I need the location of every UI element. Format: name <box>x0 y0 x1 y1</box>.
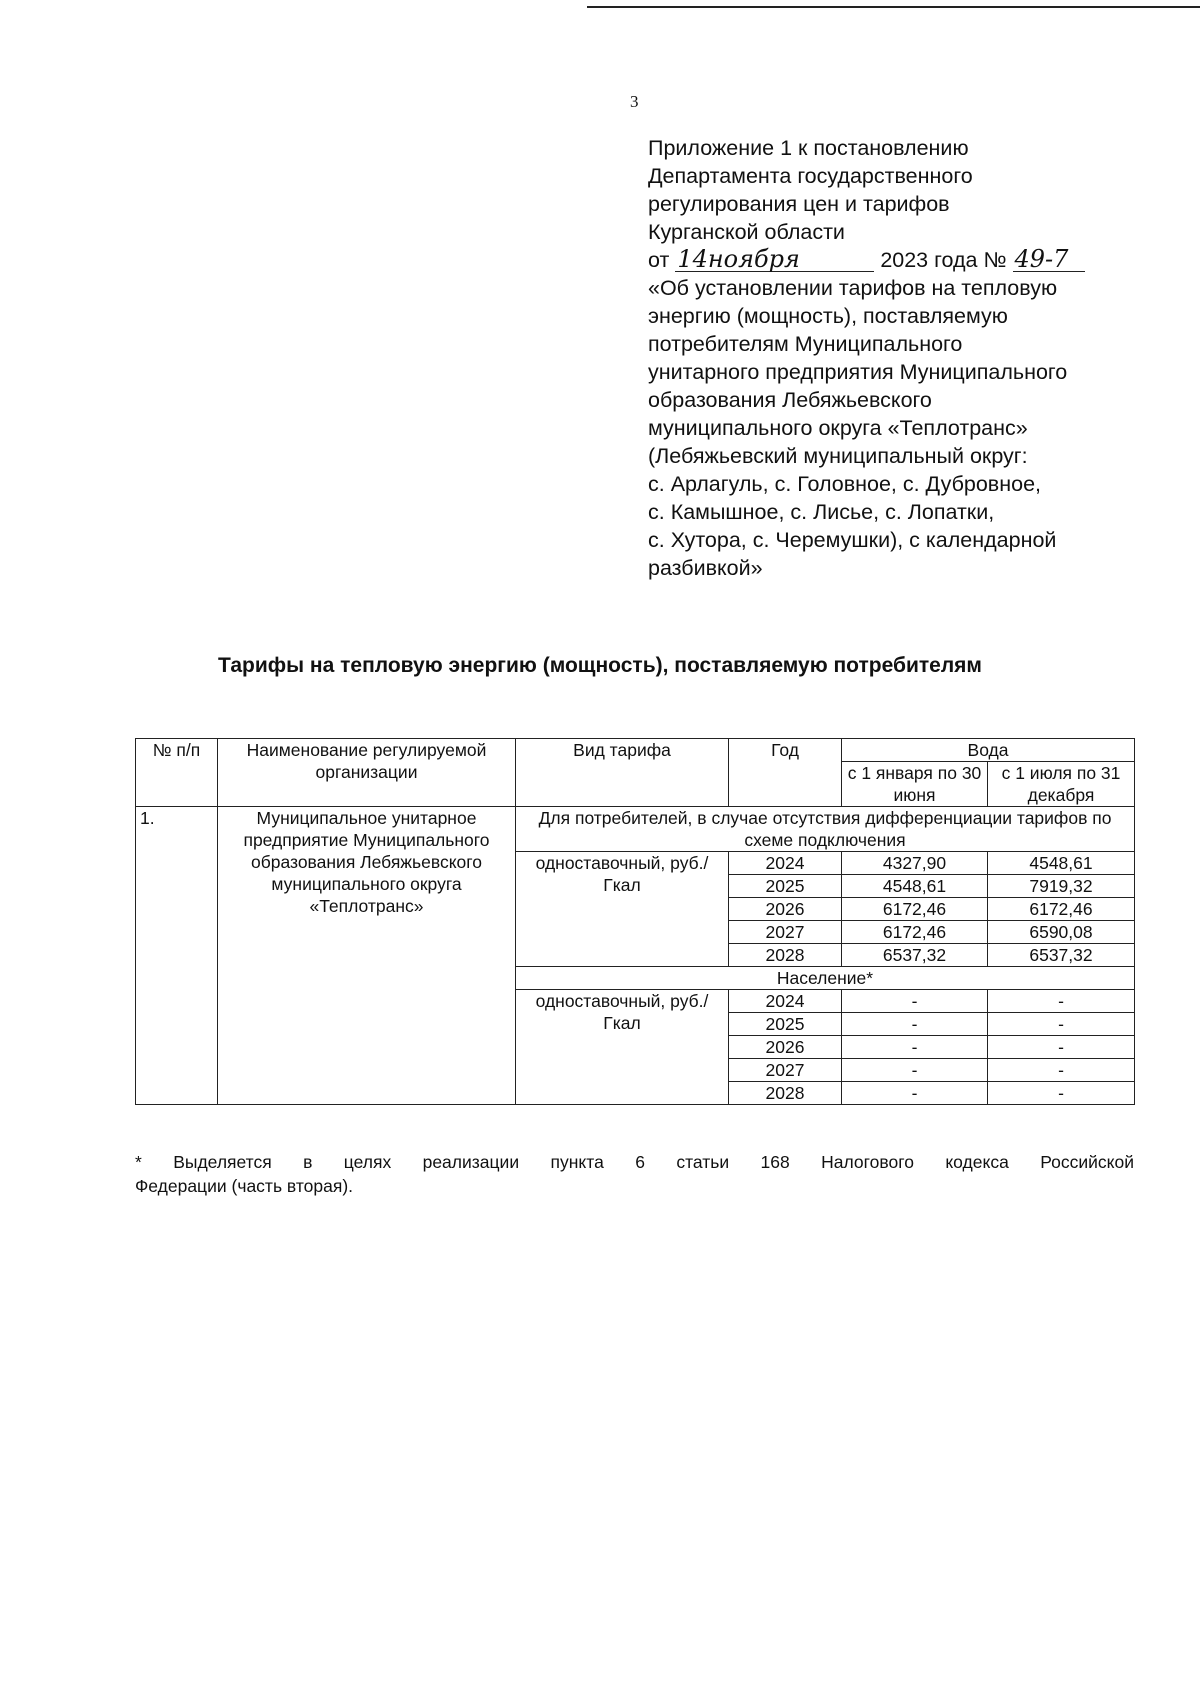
organization-name: Муниципальное унитарное предприятие Муниципального образования Лебяжьевского муниципального округа «Теплотранс» <box>218 807 516 1105</box>
period-1-value: 6172,46 <box>842 898 988 921</box>
year-cell: 2025 <box>729 875 842 898</box>
section-2-tariff-type: одноставочный, руб./Гкал <box>516 990 729 1105</box>
handwritten-number: 49-7 <box>1013 247 1085 272</box>
subject-line: с. Арлагуль, с. Головное, с. Дубровное, <box>648 472 1041 496</box>
appendix-line-3: регулирования цен и тарифов <box>648 192 950 216</box>
period-2-value: - <box>988 1036 1135 1059</box>
header-period-1: с 1 января по 30 июня <box>842 762 988 807</box>
top-border-line <box>587 6 1200 8</box>
period-2-value: - <box>988 1059 1135 1082</box>
section-1-title: Для потребителей, в случае отсутствия дифференциации тарифов по схеме подключения <box>516 807 1135 852</box>
period-1-value: - <box>842 1059 988 1082</box>
date-suffix: 2023 года № <box>880 248 1007 272</box>
subject-line: образования Лебяжьевского <box>648 388 932 412</box>
footnote-line-2: Федерации (часть вторая). <box>135 1176 354 1196</box>
subject-line: с. Камышное, с. Лисье, с. Лопатки, <box>648 500 995 524</box>
subject-line: потребителям Муниципального <box>648 332 963 356</box>
period-1-value: 4327,90 <box>842 852 988 875</box>
period-1-value: 6172,46 <box>842 921 988 944</box>
year-cell: 2024 <box>729 852 842 875</box>
period-1-value: - <box>842 1036 988 1059</box>
subject-line: унитарного предприятия Муниципального <box>648 360 1068 384</box>
appendix-block <box>648 134 1118 582</box>
period-2-value: 6172,46 <box>988 898 1135 921</box>
subject-line: энергию (мощность), поставляемую <box>648 304 1008 328</box>
year-cell: 2028 <box>729 1082 842 1105</box>
year-cell: 2027 <box>729 1059 842 1082</box>
header-row <box>136 739 1135 762</box>
appendix-line-2: Департамента государственного <box>648 164 973 188</box>
footnote-line-1: * Выделяется в целях реализации пункта 6 статьи 168 Налогового кодекса Российской <box>135 1152 1134 1172</box>
year-cell: 2026 <box>729 1036 842 1059</box>
year-cell: 2028 <box>729 944 842 967</box>
period-1-value: - <box>842 1013 988 1036</box>
date-prefix: от <box>648 248 670 272</box>
section-1-tariff-type: одноставочный, руб./Гкал <box>516 852 729 967</box>
section-1-title-row <box>136 807 1135 852</box>
period-2-value: - <box>988 990 1135 1013</box>
subject-line: «Об установлении тарифов на тепловую <box>648 276 1058 300</box>
period-2-value: 6537,32 <box>988 944 1135 967</box>
subject-line: муниципального округа «Теплотранс» <box>648 416 1028 440</box>
subject-line: разбивкой» <box>648 556 763 580</box>
page-number: 3 <box>630 92 639 111</box>
period-1-value: - <box>842 1082 988 1105</box>
row-number: 1. <box>136 807 218 1105</box>
appendix-line-1: Приложение 1 к постановлению <box>648 136 969 160</box>
subject-line: (Лебяжьевский муниципальный округ: <box>648 444 1028 468</box>
tariff-table <box>135 738 1135 1105</box>
period-1-value: 4548,61 <box>842 875 988 898</box>
header-num: № п/п <box>136 739 218 807</box>
header-org: Наименование регулируемой организации <box>218 739 516 807</box>
year-cell: 2026 <box>729 898 842 921</box>
year-cell: 2025 <box>729 1013 842 1036</box>
year-cell: 2027 <box>729 921 842 944</box>
period-2-value: 4548,61 <box>988 852 1135 875</box>
appendix-date-line <box>648 246 1118 274</box>
period-1-value: 6537,32 <box>842 944 988 967</box>
section-2-title: Население* <box>516 967 1135 990</box>
period-2-value: - <box>988 1082 1135 1105</box>
appendix-line-4: Курганской области <box>648 220 845 244</box>
document-title: Тарифы на тепловую энергию (мощность), поставляемую потребителям <box>218 654 982 677</box>
period-2-value: 7919,32 <box>988 875 1135 898</box>
handwritten-date: 14ноября <box>675 247 874 272</box>
header-period-2: с 1 июля по 31 декабря <box>988 762 1135 807</box>
period-2-value: 6590,08 <box>988 921 1135 944</box>
year-cell: 2024 <box>729 990 842 1013</box>
header-year: Год <box>729 739 842 807</box>
period-2-value: - <box>988 1013 1135 1036</box>
header-water: Вода <box>842 739 1135 762</box>
subject-line: с. Хутора, с. Черемушки), с календарной <box>648 528 1057 552</box>
header-type: Вид тарифа <box>516 739 729 807</box>
period-1-value: - <box>842 990 988 1013</box>
